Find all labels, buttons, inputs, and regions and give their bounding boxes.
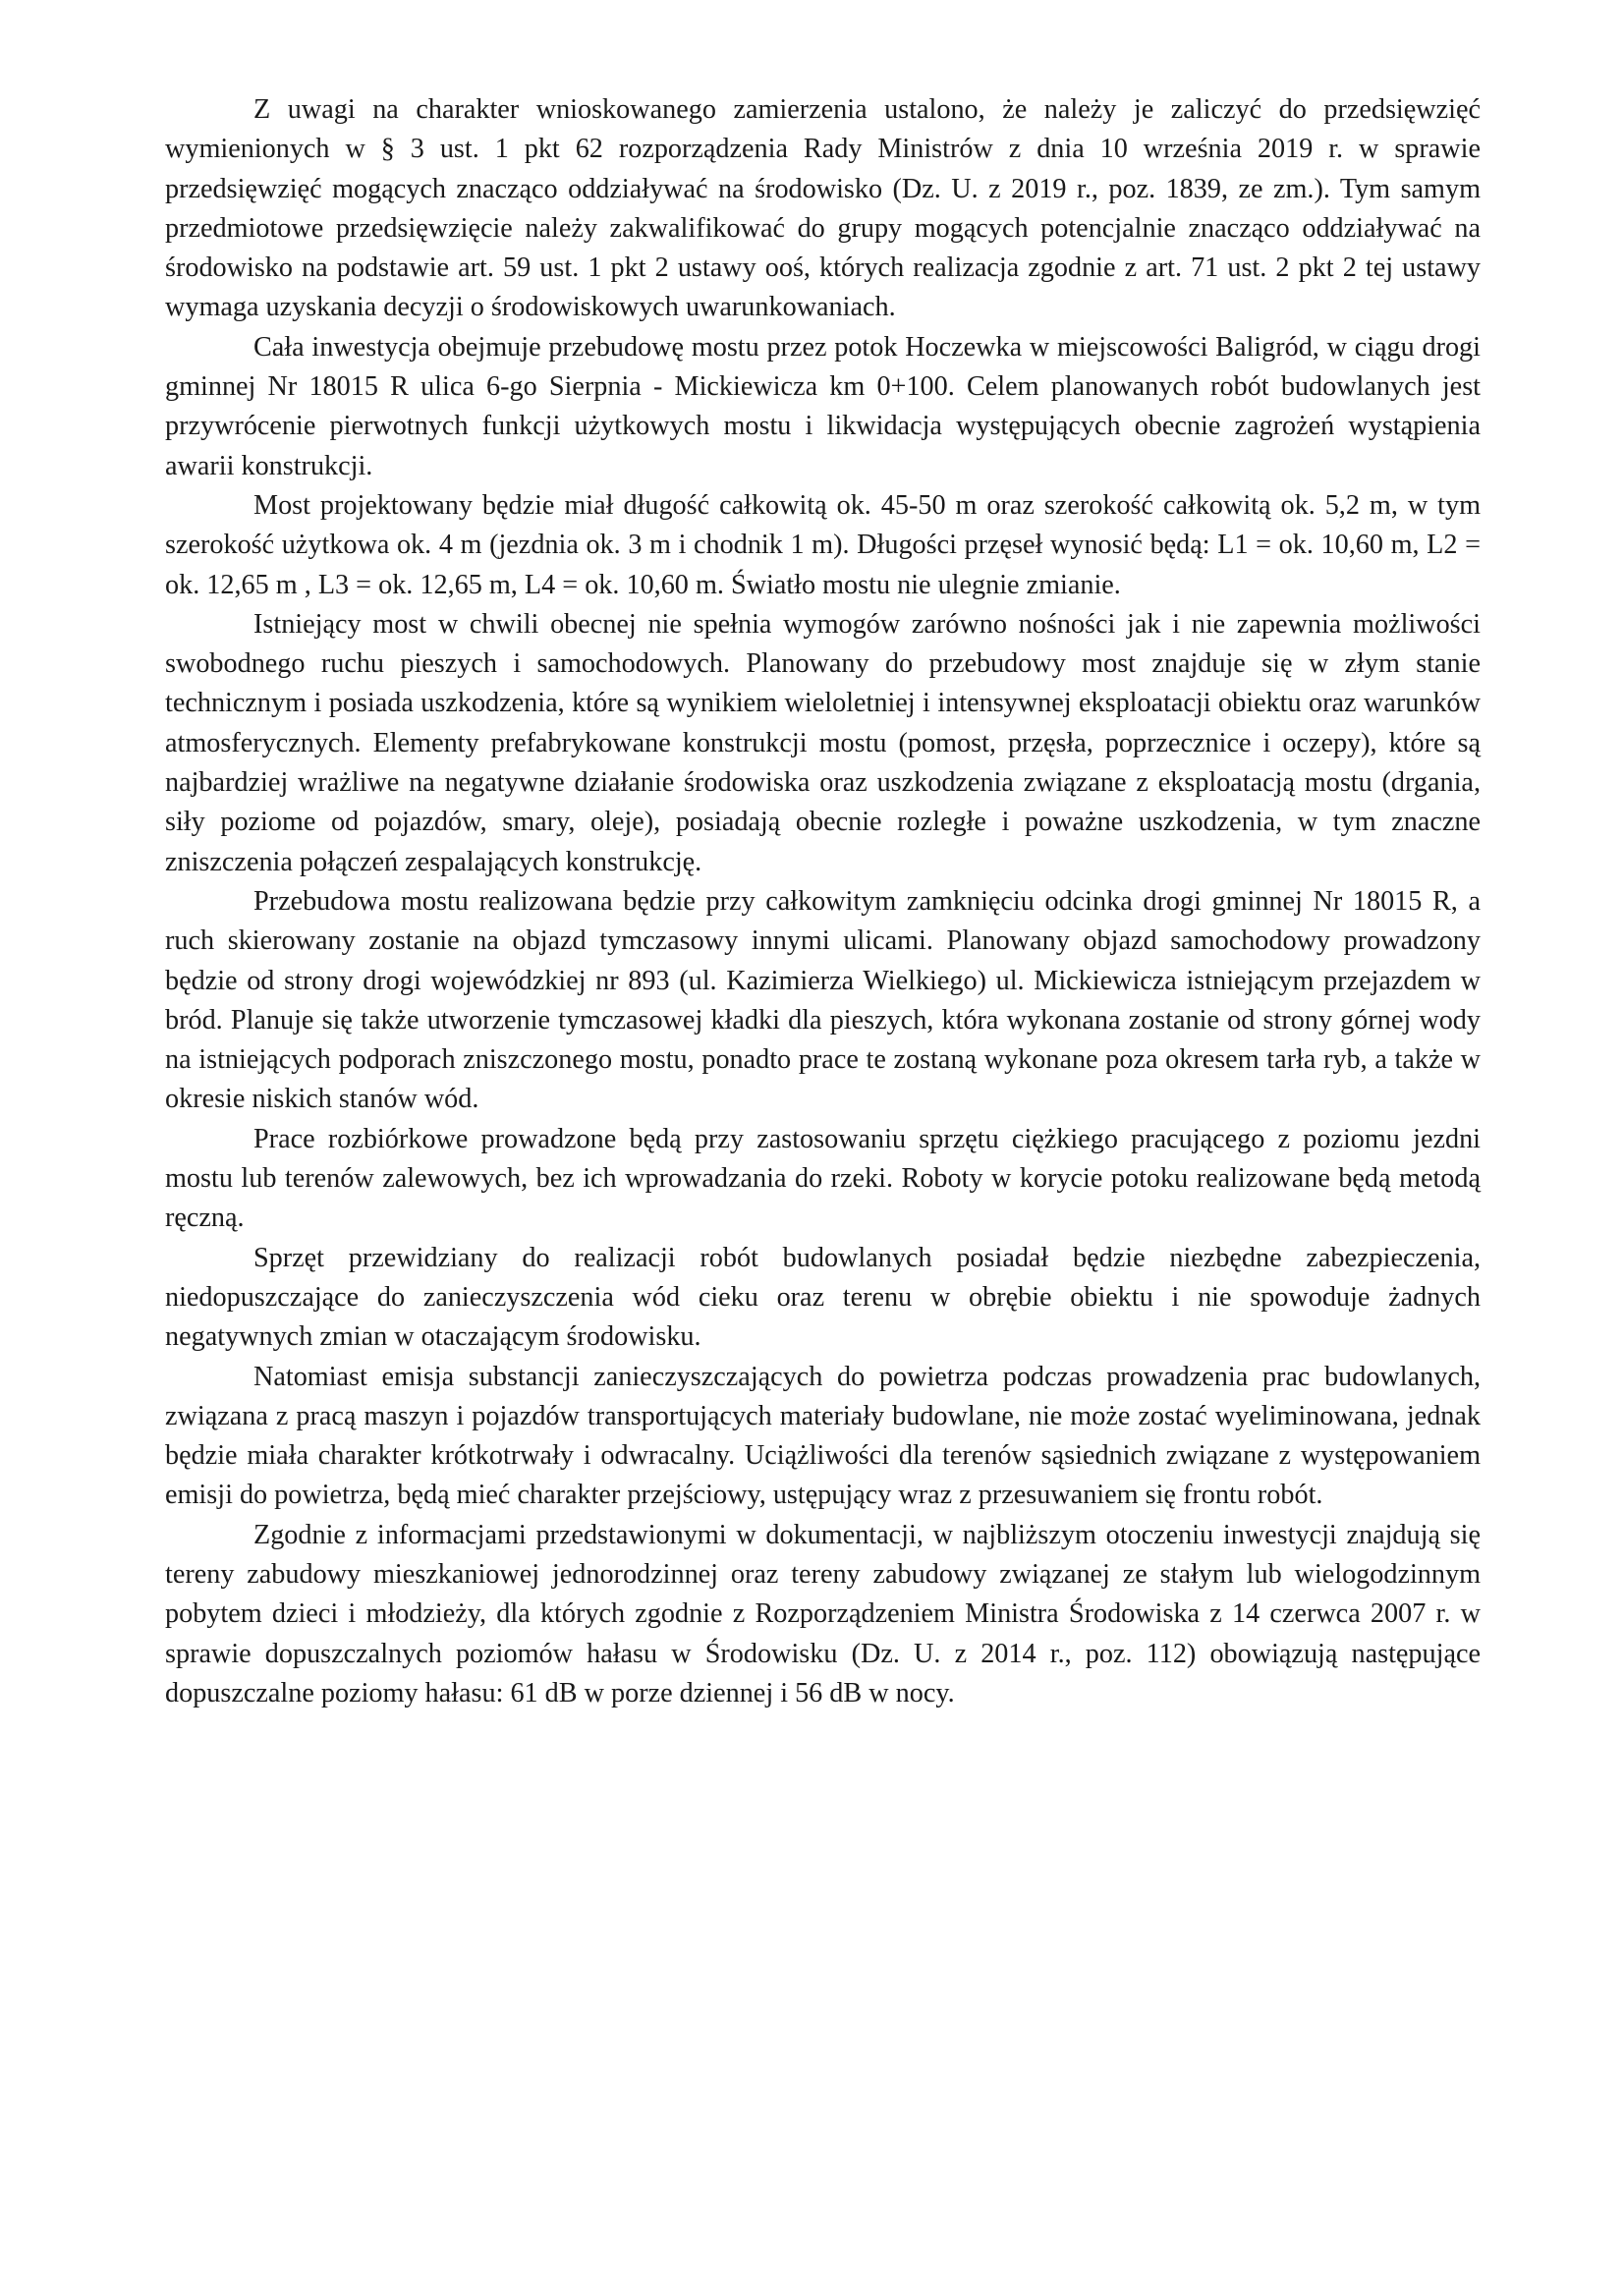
document-body [165,90,1481,1713]
paragraph-equipment-safeguards: Sprzęt przewidziany do realizacji robót budowlanych posiadał będzie niezbędne zabezpieczenia, niedopuszczające do zanieczyszczenia wód cieku oraz terenu w obrębie obiektu i nie spowoduje żadnych negatywnych zmian w otaczającym środowisku. [165,1242,1481,1353]
paragraph-noise-levels: Zgodnie z informacjami przedstawionymi w dokumentacji, w najbliższym otoczeniu inwestycji znajdują się tereny zabudowy mieszkaniowej jednorodzinnej oraz tereny zabudowy związanej ze stałym lub wielogodzinnym pobytem dzieci i młodzieży, dla których zgodnie z Rozporządzeniem Ministra Środowiska z 14 czerwca 2007 r. w sprawie dopuszczalnych poziomów hałasu w Środowisku (Dz. U. z 2014 r., poz. 112) obowiązują następujące dopuszczalne poziomy hałasu: 61 dB w porze dziennej i 56 dB w nocy. [165,1519,1481,1708]
paragraph-bridge-dimensions: Most projektowany będzie miał długość całkowitą ok. 45-50 m oraz szerokość całkowitą ok. 5,2 m, w tym szerokość użytkowa ok. 4 m (jezdnia ok. 3 m i chodnik 1 m). Długości przęseł wynosić będą: L1 = ok. 10,60 m, L2 = ok. 12,65 m , L3 = ok. 12,65 m, L4 = ok. 10,60 m. Światło mostu nie ulegnie zmianie. [165,489,1481,600]
paragraph-existing-condition: Istniejący most w chwili obecnej nie spełnia wymogów zarówno nośności jak i nie zapewnia możliwości swobodnego ruchu pieszych i samochodowych. Planowany do przebudowy most znajduje się w złym stanie technicznym i posiada uszkodzenia, które są wynikiem wieloletniej i intensywnej eksploatacji obiektu oraz warunków atmosferycznych. Elementy prefabrykowane konstrukcji mostu (pomost, przęsła, poprzecznice i oczepy), które są najbardziej wrażliwe na negatywne działanie środowiska oraz uszkodzenia związane z eksploatacją mostu (drgania, siły poziome od pojazdów, smary, oleje), posiadają obecnie rozległe i poważne uszkodzenia, w tym znaczne zniszczenia połączeń zespalających konstrukcję. [165,608,1481,877]
paragraph-classification: Z uwagi na charakter wnioskowanego zamierzenia ustalono, że należy je zaliczyć do przedsięwzięć wymienionych w § 3 ust. 1 pkt 62 rozporządzenia Rady Ministrów z dnia 10 września 2019 r. w sprawie przedsięwzięć mogących znacząco oddziaływać na środowisko (Dz. U. z 2019 r., poz. 1839, ze zm.). Tym samym przedmiotowe przedsięwzięcie należy zakwalifikować do grupy mogących potencjalnie znacząco oddziaływać na środowisko na podstawie art. 59 ust. 1 pkt 2 ustawy ooś, których realizacja zgodnie z art. 71 ust. 2 pkt 2 tej ustawy wymaga uzyskania decyzji o środowiskowych uwarunkowaniach. [165,94,1481,323]
paragraph-investment-scope: Cała inwestycja obejmuje przebudowę mostu przez potok Hoczewka w miejscowości Baligród, w ciągu drogi gminnej Nr 18015 R ulica 6-go Sierpnia - Mickiewicza km 0+100. Celem planowanych robót budowlanych jest przywrócenie pierwotnych funkcji użytkowych mostu i likwidacja występujących obecnie zagrożeń wystąpienia awarii konstrukcji. [165,331,1481,481]
paragraph-air-emissions: Natomiast emisja substancji zanieczyszczających do powietrza podczas prowadzenia prac budowlanych, związana z pracą maszyn i pojazdów transportujących materiały budowlane, nie może zostać wyeliminowana, jednak będzie miała charakter krótkotrwały i odwracalny. Uciążliwości dla terenów sąsiednich związane z występowaniem emisji do powietrza, będą mieć charakter przejściowy, ustępujący wraz z przesuwaniem się frontu robót. [165,1361,1481,1511]
paragraph-traffic-detour: Przebudowa mostu realizowana będzie przy całkowitym zamknięciu odcinka drogi gminnej Nr 18015 R, a ruch skierowany zostanie na objazd tymczasowy innymi ulicami. Planowany objazd samochodowy prowadzony będzie od strony drogi wojewódzkiej nr 893 (ul. Kazimierza Wielkiego) ul. Mickiewicza istniejącym przejazdem w bród. Planuje się także utworzenie tymczasowej kładki dla pieszych, która wykonana zostanie od strony górnej wody na istniejących podporach zniszczonego mostu, ponadto prace te zostaną wykonane poza okresem tarła ryb, a także w okresie niskich stanów wód. [165,885,1481,1115]
paragraph-demolition-works: Prace rozbiórkowe prowadzone będą przy zastosowaniu sprzętu ciężkiego pracującego z poziomu jezdni mostu lub terenów zalewowych, bez ich wprowadzania do rzeki. Roboty w korycie potoku realizowane będą metodą ręczną. [165,1123,1481,1234]
